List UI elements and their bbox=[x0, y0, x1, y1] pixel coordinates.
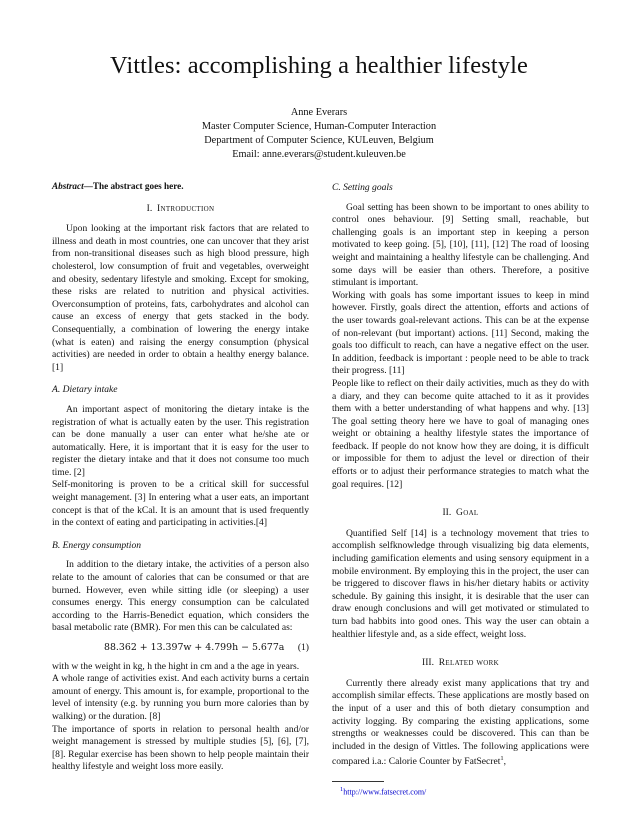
subsection-heading-energy-consumption: B. Energy consumption bbox=[52, 539, 141, 551]
left-column bbox=[52, 180, 309, 774]
footnote-link[interactable]: http://www.fatsecret.com/ bbox=[343, 787, 427, 797]
paragraph: People like to reflect on their daily activities, much as they do with a diary, and they can become quite attached to it as it provides them with a better understanding of what happens and why. [13] The goal setting theory here we have to goal of managing ones weight or obtaining a healthy lifestyle states the importance of feedback. If people do not know how they are doing, it is difficult or impossible for them to adjust the level or direction of their efforts or to adjust their performance strategies to match what the goal requires. [12] bbox=[332, 377, 589, 490]
paper-title: Vittles: accomplishing a healthier lifestyle bbox=[110, 52, 528, 79]
paragraph: Working with goals has some important issues to keep in mind however. Firstly, goals direct the attention, efforts and actions of the user towards goal-relevant actions. This can be at the expense of non-relevant (but important) actions. [11] Second, making the goals too difficult to reach, can have a negative effect on the user. In addition, feedback is important : people need to be able to track their progress. [11] bbox=[332, 289, 589, 377]
paragraph: Goal setting has been shown to be important to ones ability to control ones behaviour. [9] Setting small, reachable, but challenging goals is an important step in keeping a person motivated to keep going. [5], [10], [11], [12] The road of loosing weight and maintaining a healthy lifestyle can be challenging. And some days will be easier than others. Therefore, a positive stimulant is important. bbox=[332, 201, 589, 289]
abstract-label: Abstract bbox=[52, 181, 84, 191]
author-affiliation-2: Department of Computer Science, KULeuven, Belgium bbox=[204, 135, 434, 146]
author-block bbox=[0, 106, 638, 162]
footnote bbox=[340, 786, 426, 797]
equation-formula: 88.362 + 13.397w + 4.799h − 5.677a bbox=[104, 642, 285, 653]
abstract bbox=[52, 180, 309, 193]
author-affiliation-1: Master Computer Science, Human-Computer Interaction bbox=[201, 121, 437, 132]
section-heading-goal: II. Goal bbox=[442, 507, 479, 519]
right-column bbox=[332, 180, 589, 769]
paragraph: An important aspect of monitoring the dietary intake is the registration of what is actually eaten by the user. This registration can be done manually a user can enter what he/she ate or automatically. Here, it is important that it is easy for the user to register the dietary intake and that it does not consume too much time. [2] bbox=[52, 403, 309, 478]
author-name: Anne Everars bbox=[290, 107, 348, 118]
footnote-rule bbox=[332, 781, 384, 782]
paragraph: Currently there already exist many applications that try and accomplish similar effects. These applications are mostly based on the input of a user and this of both dietary consumption and activity logging. By comparing the existing applications, some strengths or weaknesses could be discovered. This can than be included in the design of Vittles. The following applications were compared i.a.: Calorie Counter by FatSecret$^1$, bbox=[332, 677, 589, 768]
paragraph: Self-monitoring is proven to be a critical skill for successful weight management. [3] In entering what a user eats, an important concept is that of the kCal. It is an amount that is used frequently in the context of eating and participating in activities.[4] bbox=[52, 479, 309, 529]
section-heading-related-work: III. Related work bbox=[422, 657, 499, 669]
paragraph: A whole range of activities exist. And each activity burns a certain amount of energy. This amount is, for example, proportional to the level of intensity (e.g. by running you burn more calories than by walking) or the duration. [8] bbox=[52, 673, 309, 722]
paragraph: Quantified Self [14] is a technology movement that tries to accomplish selfknowledge through visualizing big data elements, including gamification elements and using sensory equipment in a mobile environment. By employing this in the project, the user can be triggered to discover flaws in his/her dietary habits or activity schedule. By gaining this insight, it is desirable that the user can draw enough conclusions and will get motivated or stimulated to turn bad habbits into good ones. This way the user can obtain a healthier lifestyle and, as a side effect, weight loss. bbox=[332, 527, 589, 640]
footnote-number: 1 bbox=[340, 786, 344, 793]
paragraph: In addition to the dietary intake, the activities of a person also relate to the amount of calories that can be consumed or that are burned. However, even while sitting idle (or sleeping) a user consumes energy. This energy consumption can be calculated according to the Harris-Benedict equation, which considers the basal metabolic rate (BMR). For men this can be calculated as: bbox=[52, 559, 309, 634]
paragraph: The importance of sports in relation to personal health and/or weight management is stressed by multiple studies [5], [6], [7], [8]. Regular exercise has been shown to help people maintain their healthy lifestyle and weight loss more easily. bbox=[52, 723, 309, 773]
subsection-heading-dietary-intake: A. Dietary intake bbox=[52, 384, 118, 396]
subsection-heading-setting-goals: C. Setting goals bbox=[332, 182, 393, 193]
footnote-marker[interactable]: 1 bbox=[500, 755, 504, 763]
paragraph: Upon looking at the important risk factors that are related to illness and death in most countries, one can uncover that they arist from non-transitional diseases such as high blood pressure, high cholesterol, low consumption of fruit and vegetables, overweight and obesity, sedentary lifestyle and smoking. Except for smoking, these risks are related to nutrition and physical activities. Overconsumption of proteins, fats, carbohydrates and alcohol can cause an excess of energy that gets stacked in the body. Consequentially, a combination of lowering the energy intake (what is eaten) and raising the energy consumption (physical activities) are needed in order to obtain a healthy energy balance. [1] bbox=[52, 223, 309, 373]
section-heading-introduction: I. Introduction bbox=[146, 202, 215, 214]
abstract-text: —The abstract goes here. bbox=[83, 181, 184, 191]
equation bbox=[52, 642, 309, 655]
equation-number: (1) bbox=[297, 642, 309, 653]
author-email: Email: anne.everars@student.kuleuven.be bbox=[232, 149, 406, 160]
paragraph: with w the weight in kg, h the hight in cm and a the age in years. bbox=[52, 660, 300, 672]
